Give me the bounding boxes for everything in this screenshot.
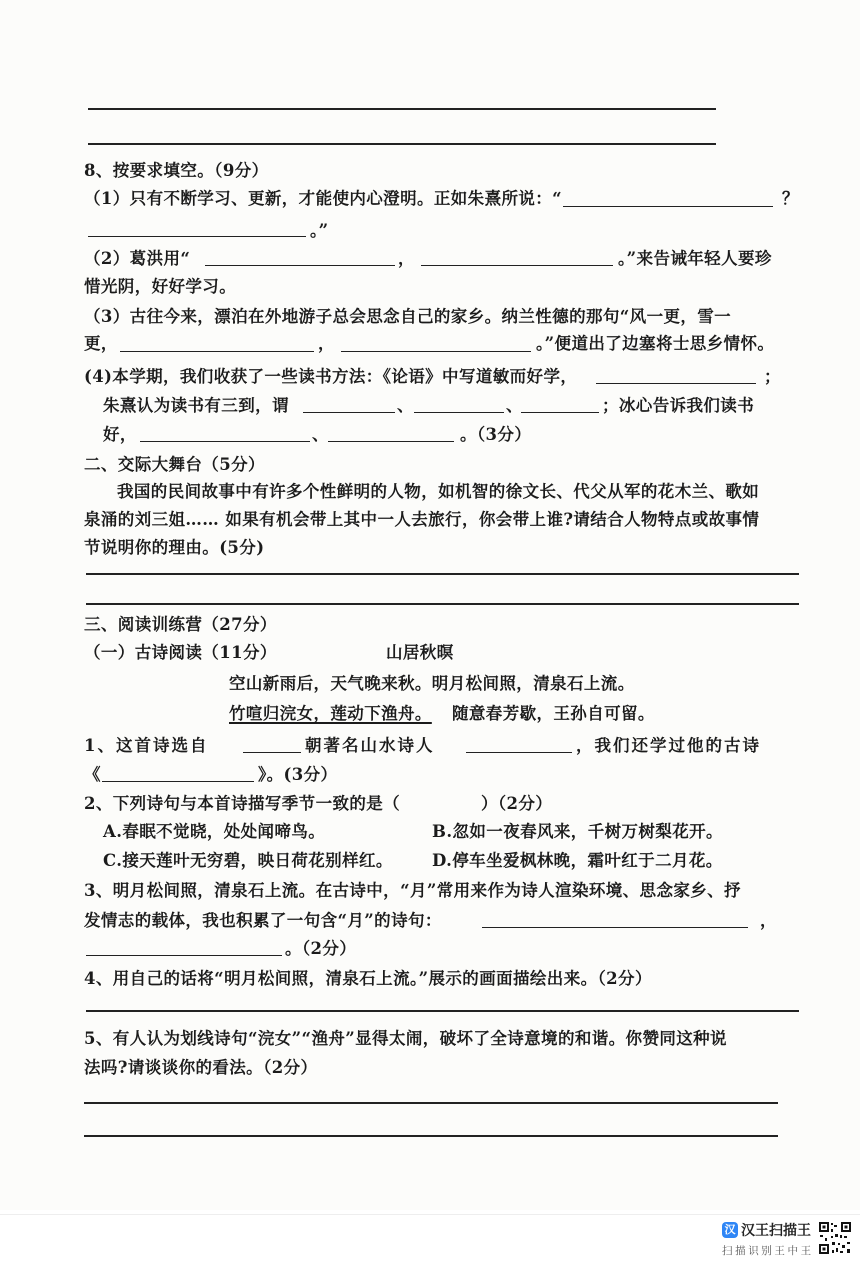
q1-text: 1、这首诗选自: [84, 736, 209, 755]
q3-text: 3、明月松间照，清泉石上流。在古诗中，“月”常用来作为诗人渲染环境、思念家乡、抒: [84, 881, 741, 900]
answer-line: [88, 108, 716, 110]
q8-p1-mark: ？: [782, 189, 799, 208]
q2-option-b: B.忽如一夜春风来，千树万树梨花开。: [432, 822, 723, 841]
q2-option-c: C.接天莲叶无穷碧，映日荷花别样红。: [103, 851, 393, 870]
blank: [466, 752, 572, 753]
subsection-heading: （一）古诗阅读（11分）: [84, 643, 277, 662]
q8-p4-text: (4)本学期，我们收获了一些读书方法：《论语》中写道敏而好学，: [84, 367, 578, 386]
answer-line: [88, 143, 716, 145]
blank: [414, 412, 504, 413]
blank: [88, 236, 306, 237]
app-brand: 汉王扫描王: [741, 1223, 811, 1239]
blank: [328, 441, 454, 442]
section2-para: 节说明你的理由。(5分): [84, 538, 265, 557]
q1-text: 《: [84, 765, 101, 784]
answer-line: [86, 573, 799, 575]
blank: [303, 412, 395, 413]
poem-line: 随意春芳歇，王孙自可留。: [452, 704, 655, 723]
app-logo-icon: 汉: [722, 1222, 738, 1238]
q8-p4-line2: 朱熹认为读书有三到，谓: [103, 396, 289, 415]
blank: [596, 383, 756, 384]
q1-text: 朝著名山水诗人: [305, 736, 435, 755]
blank: [86, 955, 282, 956]
q8-p4-sep1: 、: [397, 396, 414, 415]
q1-text: ，我们还学过他的古诗: [576, 736, 761, 755]
q3-text: 发情志的载体，我也积累了一句含“月”的诗句：: [84, 911, 442, 930]
app-tagline: 扫描识别王中王: [722, 1245, 814, 1257]
answer-line: [84, 1102, 778, 1104]
q2-option-d: D.停车坐爱枫林晚，霜叶红于二月花。: [432, 851, 723, 870]
q3-text: ，: [760, 911, 777, 930]
q1-text: 》。(3分）: [258, 765, 338, 784]
section2-heading: 二、交际大舞台（5分）: [84, 455, 265, 474]
q8-p2-text: （2）葛洪用“: [84, 249, 191, 268]
q8-p3-line2: 更，: [84, 334, 118, 353]
qr-code-icon: [818, 1221, 852, 1255]
blank: [140, 441, 310, 442]
q8-p1-text: （1）只有不断学习、更新，才能使内心澄明。正如朱熹所说：“: [84, 189, 563, 208]
q8-p2-comma: ，: [398, 249, 415, 268]
q8-p3-comma: ，: [318, 334, 335, 353]
q2-text: 2、下列诗句与本首诗描写季节一致的是（: [84, 794, 401, 813]
blank: [521, 412, 599, 413]
q4-text: 4、用自己的话将“明月松间照，清泉石上流。”展示的画面描绘出来。（2分）: [84, 969, 652, 988]
q5-text: 法吗?请谈谈你的看法。（2分）: [84, 1058, 318, 1077]
blank: [482, 927, 748, 928]
q8-heading: 8、按要求填空。（9分）: [84, 161, 269, 180]
blank: [102, 781, 254, 782]
answer-line: [86, 603, 799, 605]
q8-p4-tail: ；冰心告诉我们读书: [602, 396, 755, 415]
q8-p2-line2: 惜光阴，好好学习。: [84, 277, 237, 296]
q8-p4-semi: ；: [764, 367, 781, 386]
section2-para: 我国的民间故事中有许多个性鲜明的人物，如机智的徐文长、代父从军的花木兰、歌如: [117, 482, 760, 501]
blank: [243, 752, 301, 753]
poem-line-underlined: 竹喧归浣女，莲动下渔舟。: [229, 704, 432, 723]
blank: [421, 265, 613, 266]
answer-line: [86, 1010, 799, 1012]
section2-para: 泉涌的刘三姐…… 如果有机会带上其中一人去旅行，你会带上谁?请结合人物特点或故事情: [84, 510, 760, 529]
answer-line: [84, 1135, 778, 1137]
q8-p4-sep2: 、: [506, 396, 523, 415]
section3-heading: 三、阅读训练营（27分）: [84, 615, 277, 634]
blank: [563, 206, 773, 207]
q8-p3-tail: 。”便道出了边塞将士思乡情怀。: [536, 334, 775, 353]
q8-p4-line3: 好，: [103, 425, 137, 444]
q8-p2-tail: 。”来告诫年轻人要珍: [618, 249, 772, 268]
q2-text: ）（2分）: [481, 794, 553, 813]
q5-text: 5、有人认为划线诗句“浣女”“渔舟”显得太闹，破坏了全诗意境的和谐。你赞同这种说: [84, 1029, 727, 1048]
poem-line: 空山新雨后，天气晚来秋。明月松间照，清泉石上流。: [229, 674, 635, 693]
blank: [120, 351, 314, 352]
q8-p3-text: （3）古往今来，漂泊在外地游子总会思念自己的家乡。纳兰性德的那句“风一更，雪一: [84, 307, 732, 326]
q3-text: 。（2分）: [285, 939, 357, 958]
q8-p4-end: 。（3分）: [460, 425, 532, 444]
q8-p4-sep3: 、: [312, 425, 329, 444]
blank: [205, 265, 395, 266]
q2-option-a: A.春眠不觉晓，处处闻啼鸟。: [103, 822, 326, 841]
q8-p1-end: 。”: [310, 221, 329, 240]
blank: [341, 351, 531, 352]
poem-title: 山居秋暝: [386, 643, 454, 662]
